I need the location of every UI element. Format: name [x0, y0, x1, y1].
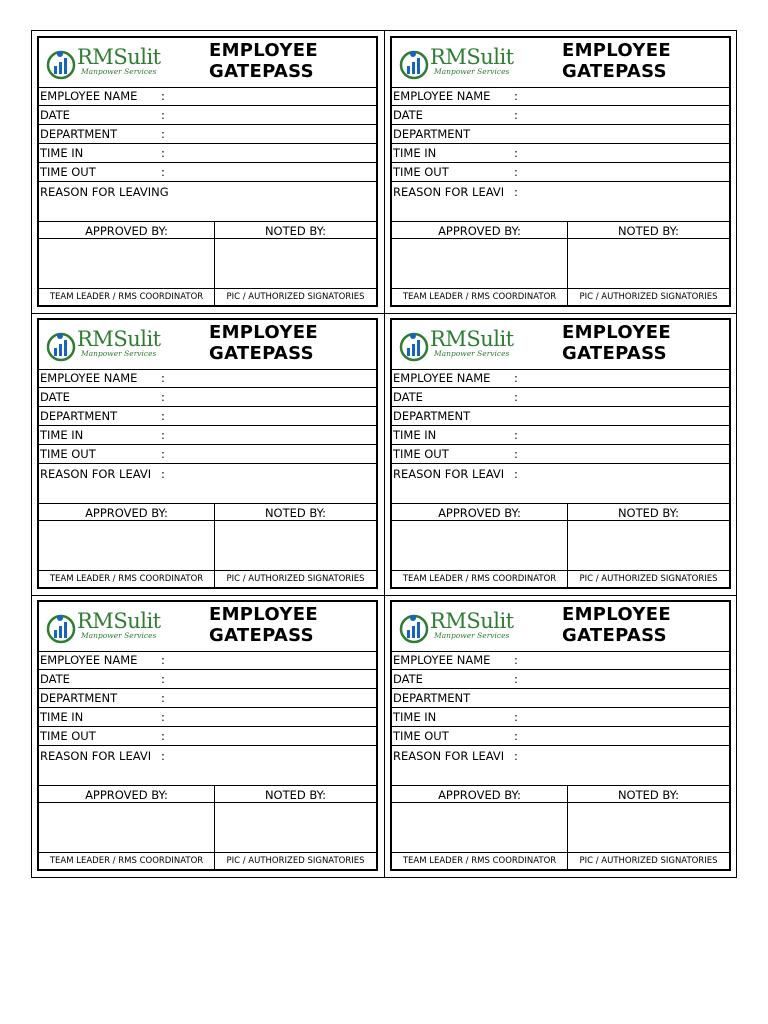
noted-by-label: NOTED BY:: [617, 788, 680, 802]
field-colon: :: [161, 165, 165, 179]
field-row-department[interactable]: [392, 125, 729, 144]
gatepass-title: [209, 40, 329, 82]
reason-colon: :: [514, 749, 518, 763]
field-row-employee-name[interactable]: [392, 369, 729, 388]
field-label: DEPARTMENT: [40, 691, 118, 705]
noted-by-signature-box[interactable]: [568, 803, 729, 852]
field-colon: :: [161, 108, 165, 122]
gatepass-card: [37, 600, 378, 871]
column-divider: [384, 31, 385, 877]
field-colon: :: [161, 127, 165, 141]
reason-field[interactable]: [39, 747, 376, 786]
brand-tagline: Manpower Services: [434, 67, 510, 76]
field-colon: :: [514, 447, 518, 461]
noted-by-label: NOTED BY:: [617, 224, 680, 238]
field-row-time-in[interactable]: [392, 144, 729, 163]
field-row-time-in[interactable]: [39, 708, 376, 727]
title-line-1: EMPLOYEE: [562, 604, 671, 625]
reason-label: REASON FOR LEAVI: [393, 185, 505, 199]
reason-colon: :: [161, 467, 165, 481]
field-colon: :: [161, 428, 165, 442]
field-colon: :: [161, 653, 165, 667]
field-label: EMPLOYEE NAME: [393, 371, 491, 385]
field-colon: :: [161, 146, 165, 160]
field-label: DATE: [393, 108, 423, 122]
field-colon: :: [514, 89, 518, 103]
field-label: DATE: [393, 390, 423, 404]
field-row-date[interactable]: [39, 670, 376, 689]
field-row-time-in[interactable]: [39, 426, 376, 445]
field-label: DATE: [40, 390, 70, 404]
reason-label: REASON FOR LEAVI: [40, 749, 152, 763]
gatepass-title: [209, 322, 329, 364]
logo-icon: [398, 47, 430, 81]
field-colon: :: [514, 146, 518, 160]
field-row-time-in[interactable]: [39, 144, 376, 163]
brand-tagline: Manpower Services: [81, 349, 157, 358]
reason-field[interactable]: [392, 465, 729, 504]
field-row-time-out[interactable]: [392, 727, 729, 746]
title-line-2: GATEPASS: [209, 61, 314, 82]
approval-section: [392, 786, 729, 869]
noted-by-signature-box[interactable]: [215, 803, 376, 852]
field-label: DEPARTMENT: [393, 691, 471, 705]
reason-label: REASON FOR LEAVI: [393, 749, 505, 763]
noted-by-label: NOTED BY:: [264, 788, 327, 802]
approved-by-signature-box[interactable]: [39, 803, 214, 852]
field-label: TIME IN: [40, 146, 84, 160]
approved-by-label: APPROVED BY:: [438, 224, 521, 238]
gatepass-card: [390, 600, 731, 871]
approved-by-label: APPROVED BY:: [438, 506, 521, 520]
signatory-right: PIC / AUTHORIZED SIGNATORIES: [226, 292, 365, 302]
reason-field[interactable]: [392, 183, 729, 222]
field-colon: :: [161, 409, 165, 423]
brand-tagline: Manpower Services: [81, 631, 157, 640]
field-colon: :: [161, 89, 165, 103]
brand-name: RMSulit: [77, 45, 161, 69]
field-colon: :: [514, 390, 518, 404]
field-label: DEPARTMENT: [40, 409, 118, 423]
field-colon: :: [161, 371, 165, 385]
field-colon: :: [161, 729, 165, 743]
reason-colon: :: [514, 467, 518, 481]
field-row-time-out[interactable]: [392, 163, 729, 182]
field-label: EMPLOYEE NAME: [393, 89, 491, 103]
noted-by-label: NOTED BY:: [264, 506, 327, 520]
field-row-department[interactable]: [392, 407, 729, 426]
field-row-time-out[interactable]: [39, 445, 376, 464]
field-row-date[interactable]: [39, 388, 376, 407]
approved-by-signature-box[interactable]: [39, 239, 214, 288]
field-label: EMPLOYEE NAME: [40, 371, 138, 385]
approved-by-signature-box[interactable]: [392, 521, 567, 570]
logo-icon: [45, 47, 77, 81]
field-label: TIME IN: [40, 710, 84, 724]
field-label: TIME OUT: [40, 729, 96, 743]
title-line-2: GATEPASS: [209, 343, 314, 364]
reason-colon: :: [161, 749, 165, 763]
field-row-time-out[interactable]: [392, 445, 729, 464]
logo-icon: [45, 611, 77, 645]
field-row-date[interactable]: [392, 670, 729, 689]
logo-icon: [398, 329, 430, 363]
field-row-date[interactable]: [39, 106, 376, 125]
brand-name: RMSulit: [430, 609, 514, 633]
field-label: DATE: [40, 672, 70, 686]
field-label: EMPLOYEE NAME: [393, 653, 491, 667]
field-row-time-in[interactable]: [392, 426, 729, 445]
rmsulit-logo: [45, 47, 185, 81]
signatory-left: TEAM LEADER / RMS COORDINATOR: [49, 574, 204, 584]
reason-field[interactable]: [392, 747, 729, 786]
field-label: DATE: [393, 672, 423, 686]
rmsulit-logo: [398, 611, 538, 645]
signatory-left: TEAM LEADER / RMS COORDINATOR: [49, 856, 204, 866]
noted-by-label: NOTED BY:: [617, 506, 680, 520]
field-row-department[interactable]: [39, 407, 376, 426]
field-label: TIME IN: [393, 710, 437, 724]
field-label: TIME OUT: [40, 165, 96, 179]
signatory-left: TEAM LEADER / RMS COORDINATOR: [402, 292, 557, 302]
field-colon: :: [514, 371, 518, 385]
field-label: TIME OUT: [393, 165, 449, 179]
signatory-left: TEAM LEADER / RMS COORDINATOR: [49, 292, 204, 302]
noted-by-label: NOTED BY:: [264, 224, 327, 238]
field-colon: :: [514, 672, 518, 686]
gatepass-header: [39, 320, 376, 370]
noted-by-signature-box[interactable]: [215, 521, 376, 570]
gatepass-header: [392, 320, 729, 370]
field-colon: :: [514, 165, 518, 179]
field-label: TIME OUT: [393, 729, 449, 743]
gatepass-card: [37, 36, 378, 307]
field-label: DEPARTMENT: [393, 409, 471, 423]
field-row-employee-name[interactable]: [392, 651, 729, 670]
approved-by-signature-box[interactable]: [392, 803, 567, 852]
field-label: EMPLOYEE NAME: [40, 89, 138, 103]
gatepass-header: [392, 602, 729, 652]
brand-name: RMSulit: [430, 45, 514, 69]
title-line-1: EMPLOYEE: [562, 40, 671, 61]
noted-by-signature-box[interactable]: [215, 239, 376, 288]
field-colon: :: [161, 672, 165, 686]
field-colon: :: [514, 108, 518, 122]
title-line-2: GATEPASS: [562, 61, 667, 82]
field-label: TIME IN: [393, 146, 437, 160]
gatepass-title: [562, 40, 682, 82]
brand-tagline: Manpower Services: [434, 349, 510, 358]
gatepass-header: [39, 38, 376, 88]
field-label: TIME OUT: [393, 447, 449, 461]
field-row-department[interactable]: [392, 689, 729, 708]
field-colon: :: [161, 390, 165, 404]
signatory-right: PIC / AUTHORIZED SIGNATORIES: [226, 856, 365, 866]
gatepass-title: [209, 604, 329, 646]
reason-label: REASON FOR LEAVI: [393, 467, 505, 481]
field-colon: :: [514, 653, 518, 667]
approval-section: [39, 504, 376, 587]
field-row-date[interactable]: [392, 106, 729, 125]
signatory-left: TEAM LEADER / RMS COORDINATOR: [402, 856, 557, 866]
brand-tagline: Manpower Services: [434, 631, 510, 640]
field-colon: :: [514, 710, 518, 724]
title-line-2: GATEPASS: [562, 343, 667, 364]
field-row-time-out[interactable]: [39, 727, 376, 746]
rmsulit-logo: [45, 611, 185, 645]
gatepass-header: [39, 602, 376, 652]
approved-by-label: APPROVED BY:: [85, 506, 168, 520]
noted-by-signature-box[interactable]: [568, 239, 729, 288]
logo-icon: [398, 611, 430, 645]
approval-section: [392, 504, 729, 587]
approved-by-label: APPROVED BY:: [85, 788, 168, 802]
field-label: TIME OUT: [40, 447, 96, 461]
signatory-left: TEAM LEADER / RMS COORDINATOR: [402, 574, 557, 584]
field-row-department[interactable]: [39, 689, 376, 708]
reason-label: REASON FOR LEAVING: [40, 185, 169, 199]
approval-section: [39, 786, 376, 869]
signatory-right: PIC / AUTHORIZED SIGNATORIES: [579, 292, 718, 302]
field-label: EMPLOYEE NAME: [40, 653, 138, 667]
logo-icon: [45, 329, 77, 363]
gatepass-header: [392, 38, 729, 88]
rmsulit-logo: [398, 329, 538, 363]
signatory-right: PIC / AUTHORIZED SIGNATORIES: [226, 574, 365, 584]
field-row-employee-name[interactable]: [39, 87, 376, 106]
brand-name: RMSulit: [77, 609, 161, 633]
field-colon: :: [161, 447, 165, 461]
gatepass-title: [562, 604, 682, 646]
gatepass-card: [390, 36, 731, 307]
title-line-1: EMPLOYEE: [209, 322, 318, 343]
field-label: DATE: [40, 108, 70, 122]
approved-by-label: APPROVED BY:: [85, 224, 168, 238]
field-row-employee-name[interactable]: [39, 369, 376, 388]
field-colon: :: [161, 710, 165, 724]
rmsulit-logo: [398, 47, 538, 81]
row-divider: [32, 595, 736, 596]
title-line-1: EMPLOYEE: [209, 40, 318, 61]
brand-tagline: Manpower Services: [81, 67, 157, 76]
field-colon: :: [514, 729, 518, 743]
row-divider: [32, 313, 736, 314]
approval-section: [39, 222, 376, 305]
reason-field[interactable]: [39, 465, 376, 504]
gatepass-title: [562, 322, 682, 364]
approval-section: [392, 222, 729, 305]
reason-label: REASON FOR LEAVI: [40, 467, 152, 481]
field-row-time-out[interactable]: [39, 163, 376, 182]
gatepass-card: [37, 318, 378, 589]
signatory-right: PIC / AUTHORIZED SIGNATORIES: [579, 856, 718, 866]
title-line-2: GATEPASS: [562, 625, 667, 646]
approved-by-signature-box[interactable]: [39, 521, 214, 570]
approved-by-signature-box[interactable]: [392, 239, 567, 288]
title-line-1: EMPLOYEE: [562, 322, 671, 343]
field-row-employee-name[interactable]: [392, 87, 729, 106]
reason-colon: :: [514, 185, 518, 199]
noted-by-signature-box[interactable]: [568, 521, 729, 570]
field-colon: :: [514, 428, 518, 442]
rmsulit-logo: [45, 329, 185, 363]
field-label: TIME IN: [40, 428, 84, 442]
title-line-1: EMPLOYEE: [209, 604, 318, 625]
title-line-2: GATEPASS: [209, 625, 314, 646]
field-row-employee-name[interactable]: [39, 651, 376, 670]
field-label: TIME IN: [393, 428, 437, 442]
signatory-right: PIC / AUTHORIZED SIGNATORIES: [579, 574, 718, 584]
gatepass-sheet: [31, 30, 737, 878]
field-label: DEPARTMENT: [40, 127, 118, 141]
field-colon: :: [161, 691, 165, 705]
field-row-department[interactable]: [39, 125, 376, 144]
reason-field[interactable]: [39, 183, 376, 222]
approved-by-label: APPROVED BY:: [438, 788, 521, 802]
brand-name: RMSulit: [77, 327, 161, 351]
field-row-date[interactable]: [392, 388, 729, 407]
gatepass-card: [390, 318, 731, 589]
brand-name: RMSulit: [430, 327, 514, 351]
field-label: DEPARTMENT: [393, 127, 471, 141]
field-row-time-in[interactable]: [392, 708, 729, 727]
